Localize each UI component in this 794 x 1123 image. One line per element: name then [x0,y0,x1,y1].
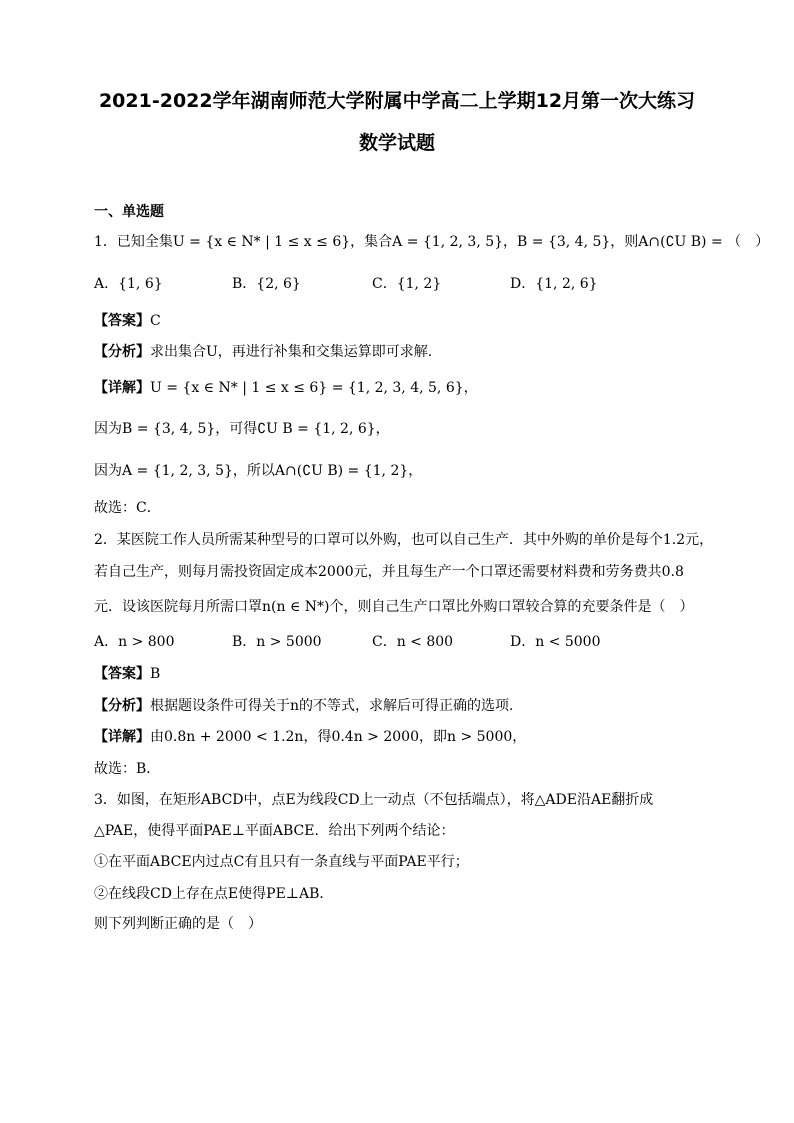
question-1-option-d: D．{1, 2, 6} [510,276,598,292]
question-2-option-b: B．n > 5000 [232,634,322,650]
question-1-detail-3: 因为A = {1, 2, 3, 5}，所以A∩(∁U B) = {1, 2}， [94,463,423,479]
question-2-stem-1: 2．某医院工作人员所需某种型号的口罩可以外购，也可以自己生产．其中外购的单价是每个1.2元， [94,532,714,548]
document-title: 2021-2022学年湖南师范大学附属中学高二上学期12月第一次大练习 [98,90,696,112]
question-1-answer [94,311,734,331]
question-2-answer [94,664,734,684]
question-1-option-a: A．{1, 6} [94,276,163,292]
answer-value: B [150,666,161,682]
analysis-tag: 【分析】 [94,344,150,360]
question-2-analysis [94,696,734,716]
question-3-statement-1: ①在平面ABCE内过点C有且只有一条直线与平面PAE平行； [94,854,469,870]
question-1-stem: 1．已知全集U = {x ∈ N* | 1 ≤ x ≤ 6}，集合A = {1, 2, 3, 5}，B = {3, 4, 5}，则A∩(∁U B) = （ ） [94,234,770,250]
question-1-option-b: B．{2, 6} [232,276,301,292]
detail-tag: 【详解】 [94,729,150,745]
question-3-prompt: 则下列判断正确的是（ ） [94,916,262,932]
question-2-option-c: C．n < 800 [372,634,454,650]
question-2-conclusion: 故选：B． [94,761,161,777]
question-2-option-d: D．n < 5000 [510,634,601,650]
answer-tag: 【答案】 [94,313,150,329]
question-1-detail-2: 因为B = {3, 4, 5}，可得∁U B = {1, 2, 6}， [94,421,390,437]
detail-text: U = {x ∈ N* | 1 ≤ x ≤ 6} = {1, 2, 3, 4, 5, 6}， [150,380,478,396]
question-2-detail [94,727,734,747]
question-2-stem-2: 若自己生产，则每月需投资固定成本2000元，并且每生产一个口罩还需要材料费和劳务费共0.8 [94,564,684,580]
analysis-tag: 【分析】 [94,698,150,714]
detail-text: 由0.8n + 2000 < 1.2n，得0.4n > 2000，即n > 5000， [150,729,527,745]
question-1-conclusion: 故选：C． [94,500,161,516]
detail-tag: 【详解】 [94,380,150,396]
analysis-text: 根据题设条件可得关于n的不等式，求解后可得正确的选项. [150,698,514,714]
question-3-stem-1: 3．如图，在矩形ABCD中，点E为线段CD上一动点（不包括端点），将△ADE沿AE翻折成 [94,792,654,808]
analysis-text: 求出集合U，再进行补集和交集运算即可求解. [150,344,433,360]
document-subtitle: 数学试题 [358,132,435,154]
answer-tag: 【答案】 [94,666,150,682]
question-1-option-c: C．{1, 2} [372,276,442,292]
section-heading: 一、单选题 [94,204,164,220]
question-1-detail [94,378,734,398]
question-3-stem-2: △PAE，使得平面PAE⊥平面ABCE．给出下列两个结论： [94,823,455,839]
question-3-statement-2: ②在线段CD上存在点E使得PE⊥AB． [94,886,334,902]
question-2-stem-3: 元．设该医院每月所需口罩n(n ∈ N*)个，则自己生产口罩比外购口罩较合算的充要条件是（ ） [94,599,694,615]
answer-value: C [150,313,161,329]
question-1-analysis [94,342,734,362]
question-2-option-a: A．n > 800 [94,634,175,650]
